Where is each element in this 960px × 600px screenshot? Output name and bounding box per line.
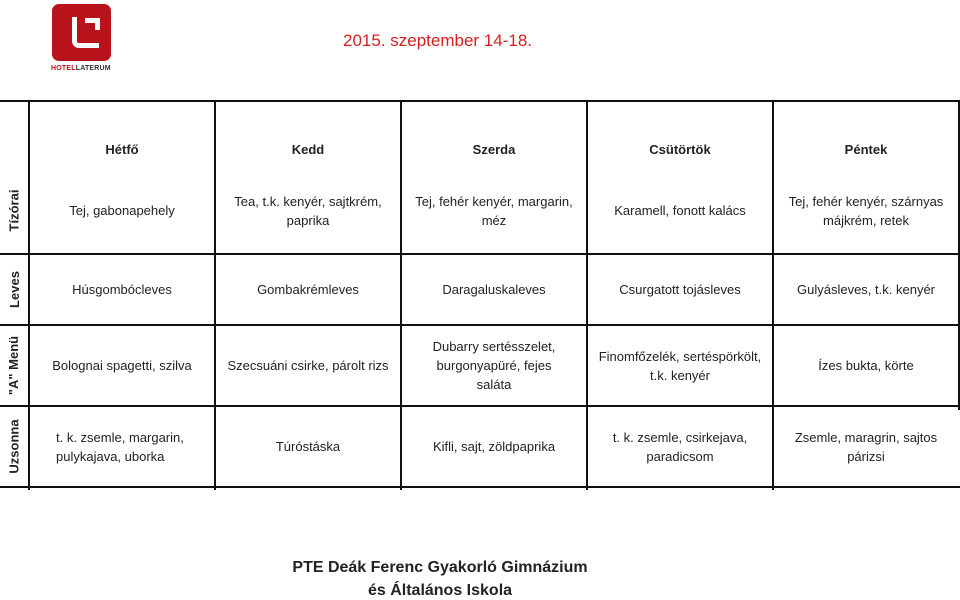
- uzsonna-monday: t. k. zsemle, margarin, pulykajava, uborka: [56, 429, 184, 464]
- tizorai-wednesday: Tej, fehér kenyér, margarin, méz: [415, 193, 573, 228]
- leves-monday: Húsgombócleves: [72, 282, 172, 297]
- leves-wednesday: Daragaluskaleves: [442, 282, 546, 297]
- date-range: 2015. szeptember 14-18.: [343, 31, 533, 50]
- row-label-tizorai: Tízórai: [6, 189, 22, 232]
- row-label-leves: Leves: [6, 271, 22, 308]
- a-menu-monday: Bolognai spagetti, szilva: [52, 358, 192, 373]
- row-label-a-menu: "A" Menü: [6, 335, 22, 396]
- a-menu-friday: Ízes bukta, körte: [818, 358, 914, 373]
- logo-wordmark: HOTELLATERUM: [51, 65, 111, 72]
- day-header-thursday: Csütörtök: [649, 141, 711, 157]
- tizorai-friday: Tej, fehér kenyér, szárnyas májkrém, retek: [788, 193, 944, 228]
- tizorai-monday: Tej, gabonapehely: [69, 203, 175, 218]
- leves-tuesday: Gombakrémleves: [257, 282, 359, 297]
- uzsonna-thursday: t. k. zsemle, csirkejava, paradicsom: [612, 429, 748, 464]
- hotel-laterum-logo: [52, 4, 112, 72]
- row-label-uzsonna: Uzsonna: [6, 419, 22, 474]
- a-menu-wednesday: Dubarry sertésszelet, burgonyapüré, fejes saláta: [432, 339, 556, 392]
- uzsonna-tuesday: Túróstáska: [275, 439, 341, 454]
- day-header-tuesday: Kedd: [291, 141, 325, 157]
- day-header-friday: Péntek: [844, 141, 888, 157]
- logo-icon: [52, 4, 111, 61]
- school-name-line2: és Általános Iskola: [367, 582, 513, 599]
- menu-table: [0, 98, 960, 490]
- day-header-monday: Hétfő: [105, 141, 139, 157]
- day-header-wednesday: Szerda: [472, 141, 516, 157]
- tizorai-thursday: Karamell, fonott kalács: [614, 203, 746, 218]
- a-menu-tuesday: Szecsuáni csirke, párolt rizs: [227, 358, 389, 373]
- a-menu-thursday: Finomfőzelék, sertéspörkölt, t.k. kenyér: [598, 348, 762, 383]
- uzsonna-wednesday: Kifli, sajt, zöldpaprika: [432, 439, 556, 454]
- uzsonna-friday: Zsemle, maragrin, sajtos párizsi: [794, 429, 938, 464]
- leves-friday: Gulyásleves, t.k. kenyér: [797, 282, 935, 297]
- leves-thursday: Csurgatott tojásleves: [619, 282, 741, 297]
- tizorai-tuesday: Tea, t.k. kenyér, sajtkrém, paprika: [234, 193, 382, 228]
- school-name-line1: PTE Deák Ferenc Gyakorló Gimnázium: [292, 559, 588, 576]
